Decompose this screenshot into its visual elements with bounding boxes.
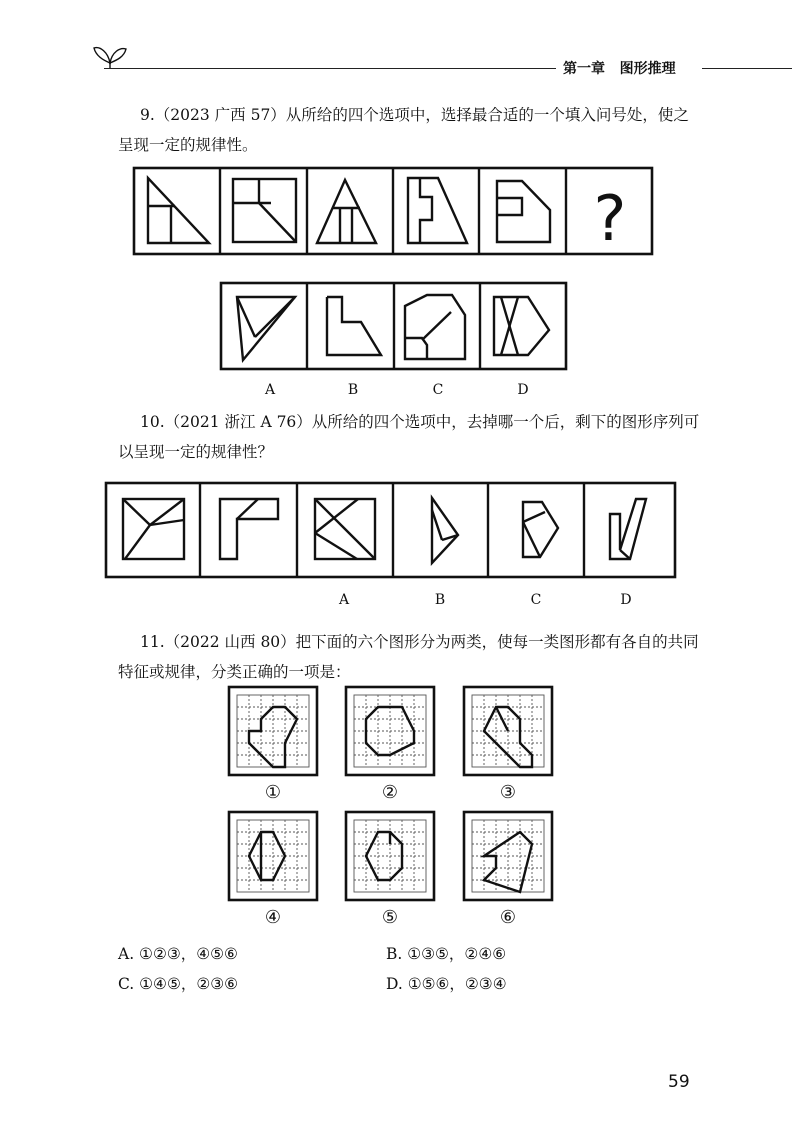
q9-option-d: D (517, 382, 529, 398)
q9-option-b: B (347, 382, 359, 398)
q11-line2: 特征或规律，分类正确的一项是： (118, 663, 351, 681)
q11-label-1: ① (264, 782, 282, 803)
q11-line1: 11.（2022 山西 80）把下面的六个图形分为两类，使每一类图形都有各自的共同 (140, 633, 699, 651)
q11-label-6: ⑥ (499, 907, 517, 928)
q11-choice-d: D. ①⑤⑥，②③④ (386, 975, 507, 993)
q9-option-c: C (432, 382, 444, 398)
q10-option-c: C (530, 592, 542, 608)
header-chapter-title: 图形推理 (619, 61, 676, 77)
q9-line1: 9.（2023 广西 57）从所给的四个选项中，选择最合适的一个填入问号处，使之 (140, 106, 689, 124)
q11-label-5: ⑤ (381, 907, 399, 928)
page-number: 59 (668, 1072, 690, 1092)
q11-choice-c: C. ①④⑤，②③⑥ (118, 975, 239, 993)
q10-line2: 以呈现一定的规律性？ (118, 443, 274, 461)
q9-option-a: A (264, 382, 276, 398)
q10-option-d: D (620, 592, 632, 608)
q11-choice-a: A. ①②③，④⑤⑥ (118, 945, 238, 963)
q10-line1: 10.（2021 浙江 A 76）从所给的四个选项中，去掉哪一个后，剩下的图形序列可 (140, 413, 700, 431)
q9-line2: 呈现一定的规律性。 (118, 136, 258, 154)
q11-label-2: ② (381, 782, 399, 803)
svg-text:?: ? (593, 182, 627, 255)
header-chapter: 第一章 (563, 61, 605, 77)
q10-option-b: B (434, 592, 446, 608)
q11-label-4: ④ (264, 907, 282, 928)
q10-option-a: A (338, 592, 350, 608)
q11-choice-b: B. ①③⑤，②④⑥ (386, 945, 507, 963)
q11-label-3: ③ (499, 782, 517, 803)
